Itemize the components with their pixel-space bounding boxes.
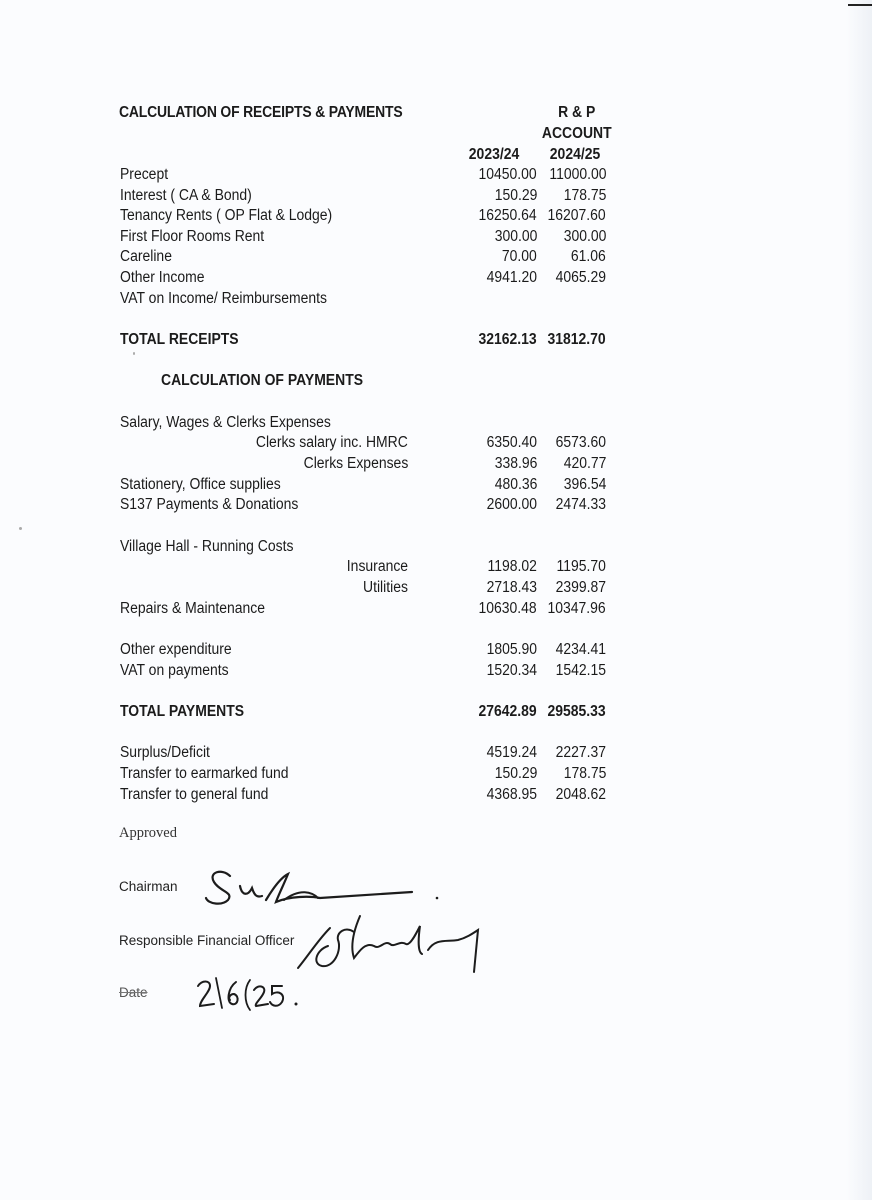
rfo-label: Responsible Financial Officer: [119, 933, 295, 948]
payment-row-salary-group: Salary, Wages & Clerks Expenses: [120, 414, 331, 431]
receipt-row-first-floor-rent: First Floor Rooms Rent 300.00 300.00: [120, 228, 606, 245]
payment-row-insurance: Insurance 1198.02 1195.70: [346, 558, 606, 575]
payment-row-clerks-salary: Clerks salary inc. HMRC 6350.40 6573.60: [256, 434, 606, 451]
column-header-2024-25: 2024/25: [549, 146, 601, 163]
summary-row-general-fund: Transfer to general fund 4368.95 2048.62: [120, 786, 606, 803]
summary-row-surplus-deficit: Surplus/Deficit 4519.24 2227.37: [120, 744, 606, 761]
receipt-row-precept: Precept 10450.00 11000.00: [120, 166, 606, 183]
column-header-2023-24: 2023/24: [468, 146, 520, 163]
rfo-signature: [290, 910, 490, 976]
payment-row-vat-payments: VAT on payments 1520.34 1542.15: [120, 662, 606, 679]
receipt-row-other-income: Other Income 4941.20 4065.29: [120, 269, 606, 286]
payment-row-repairs: Repairs & Maintenance 10630.48 10347.96: [120, 600, 606, 617]
scan-speck: [133, 352, 135, 355]
date-label: Date: [119, 985, 148, 1000]
total-receipts-row: TOTAL RECEIPTS 32162.13 31812.70: [120, 331, 606, 348]
rp-account-header-line2: ACCOUNT: [541, 125, 612, 142]
payment-row-village-hall-group: Village Hall - Running Costs: [120, 538, 294, 555]
payment-row-clerks-expenses: Clerks Expenses 338.96 420.77: [303, 455, 606, 472]
payments-section-title: CALCULATION OF PAYMENTS: [161, 372, 364, 389]
payment-row-other-expenditure: Other expenditure 1805.90 4234.41: [120, 641, 606, 658]
handwritten-date: [192, 972, 312, 1014]
receipt-row-careline: Careline 70.00 61.06: [120, 248, 606, 265]
receipt-row-interest: Interest ( CA & Bond) 150.29 178.75: [120, 187, 606, 204]
payment-row-utilities: Utilities 2718.43 2399.87: [363, 579, 606, 596]
chairman-label: Chairman: [119, 879, 178, 894]
receipt-row-vat-income: VAT on Income/ Reimbursements: [120, 290, 328, 307]
rp-account-header-line1: R & P: [558, 104, 596, 121]
statement-title: CALCULATION OF RECEIPTS & PAYMENTS: [119, 104, 403, 121]
payment-row-s137: S137 Payments & Donations 2600.00 2474.33: [120, 496, 606, 513]
summary-row-earmarked-fund: Transfer to earmarked fund 150.29 178.75: [120, 765, 606, 782]
payment-row-stationery: Stationery, Office supplies 480.36 396.54: [120, 476, 606, 493]
receipt-row-tenancy-rents: Tenancy Rents ( OP Flat & Lodge) 16250.64 16207.60: [120, 207, 606, 224]
scan-speck: [19, 527, 22, 530]
approved-label: Approved: [119, 825, 177, 841]
chairman-signature: [200, 862, 450, 912]
total-payments-row: TOTAL PAYMENTS 27642.89 29585.33: [120, 703, 606, 720]
